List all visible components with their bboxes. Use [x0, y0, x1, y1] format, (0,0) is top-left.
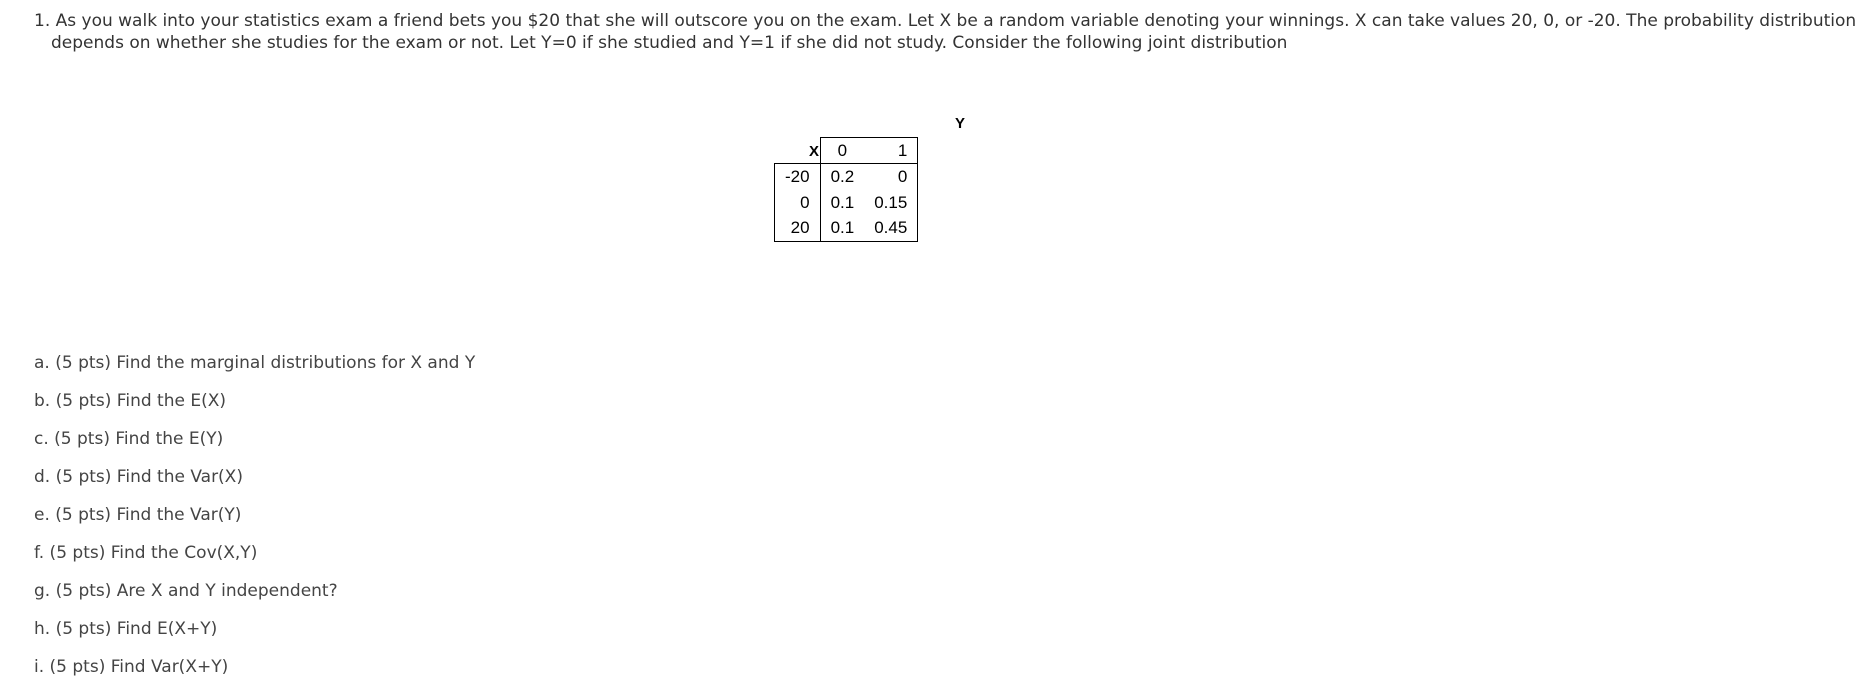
table-row [775, 216, 918, 242]
y-value-header: 0 [820, 138, 864, 164]
x-variable-label: X [809, 143, 820, 160]
question-i: i. (5 pts) Find Var(X+Y) [34, 657, 229, 677]
probability-cell: 0.15 [864, 190, 918, 216]
probability-cell: 0.45 [864, 216, 918, 242]
question-e: e. (5 pts) Find the Var(Y) [34, 505, 242, 525]
probability-cell: 0.1 [820, 216, 864, 242]
y-variable-label: Y [954, 115, 965, 132]
table-corner-cell [775, 138, 821, 164]
table-header-row [775, 138, 918, 164]
question-b: b. (5 pts) Find the E(X) [34, 391, 226, 411]
question-a: a. (5 pts) Find the marginal distributions for X and Y [34, 353, 476, 373]
table-row [775, 190, 918, 216]
question-g: g. (5 pts) Are X and Y independent? [34, 581, 338, 601]
question-c: c. (5 pts) Find the E(Y) [34, 429, 224, 449]
x-value-cell: 20 [775, 216, 821, 242]
probability-cell: 0.2 [820, 164, 864, 190]
x-value-cell: 0 [775, 190, 821, 216]
x-value-cell: -20 [775, 164, 821, 190]
question-h: h. (5 pts) Find E(X+Y) [34, 619, 218, 639]
question-list [34, 352, 475, 694]
table-row [775, 164, 918, 190]
problem-text-line-2: depends on whether she studies for the exam or not. Let Y=0 if she studied and Y=1 if she did not study. Consider the following joint distribution [51, 33, 1288, 53]
probability-cell: 0.1 [830, 192, 855, 212]
question-f: f. (5 pts) Find the Cov(X,Y) [34, 543, 258, 563]
question-d: d. (5 pts) Find the Var(X) [34, 467, 243, 487]
y-value-header: 1 [864, 138, 918, 164]
problem-statement [34, 10, 1857, 54]
probability-cell: 0 [864, 164, 918, 190]
problem-text-line-1: 1. As you walk into your statistics exam a friend bets you $20 that she will outscore you on the exam. Let X be a random variable denoting your winnings. X can take values 20, 0, or -20. The probability distribution [34, 11, 1857, 31]
joint-distribution-table [774, 137, 918, 242]
